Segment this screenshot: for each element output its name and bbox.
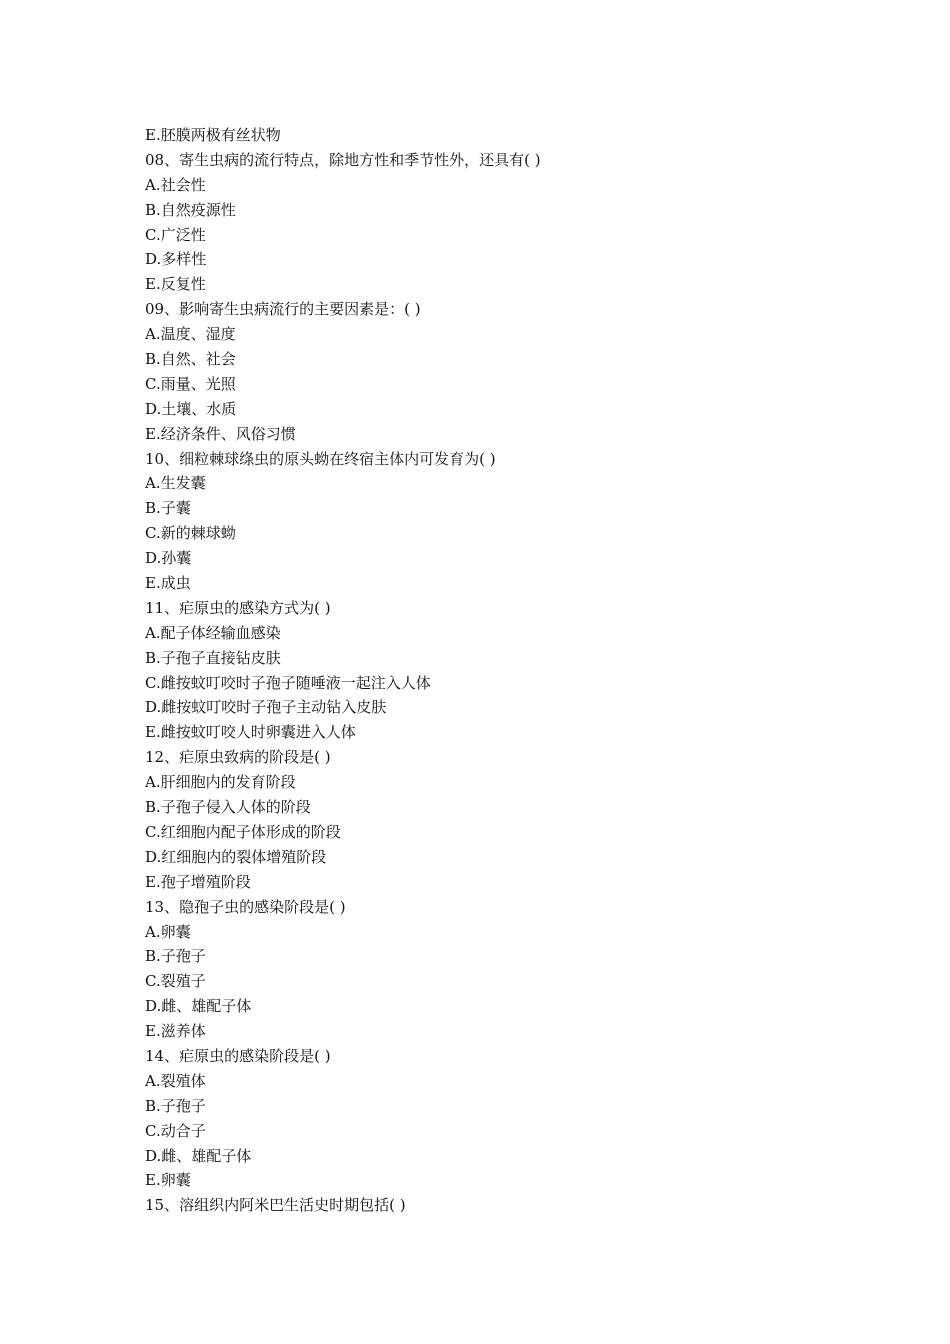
option-text: B.子孢子: [145, 947, 206, 966]
option-text: C.广泛性: [145, 225, 206, 244]
question-text: 13、隐孢子虫的感染阶段是( ): [145, 897, 346, 916]
question-text: 12、疟原虫致病的阶段是( ): [145, 748, 331, 767]
option-text: D.土壤、水质: [145, 399, 237, 418]
option-text: D.雌、雄配子体: [145, 997, 252, 1016]
option-text: B.自然疫源性: [145, 200, 236, 219]
option-text: B.子孢子直接钻皮肤: [145, 648, 281, 667]
option-text: A.裂殖体: [145, 1071, 206, 1090]
question-text: 15、溶组织内阿米巴生活史时期包括( ): [145, 1196, 406, 1215]
option-text: A.配子体经输血感染: [145, 623, 281, 642]
option-text: A.肝细胞内的发育阶段: [145, 773, 296, 792]
question-text: 14、疟原虫的感染阶段是( ): [145, 1046, 331, 1065]
option-text: D.红细胞内的裂体增殖阶段: [145, 847, 327, 866]
option-text: E.滋养体: [145, 1022, 206, 1041]
question-text: 10、细粒棘球绦虫的原头蚴在终宿主体内可发育为( ): [145, 449, 496, 468]
option-text: E.成虫: [145, 574, 191, 593]
option-text: D.雌、雄配子体: [145, 1146, 252, 1165]
option-text: A.温度、湿度: [145, 325, 236, 344]
option-text: C.雌按蚊叮咬时子孢子随唾液一起注入人体: [145, 673, 431, 692]
option-text: E.经济条件、风俗习惯: [145, 424, 296, 443]
option-text: C.新的棘球蚴: [145, 524, 236, 543]
option-text: E.卵囊: [145, 1171, 191, 1190]
option-text: B.自然、社会: [145, 350, 236, 369]
question-text: 09、影响寄生虫病流行的主要因素是：( ): [145, 300, 421, 319]
option-text: C.红细胞内配子体形成的阶段: [145, 822, 341, 841]
option-text: E.孢子增殖阶段: [145, 872, 251, 891]
option-text: D.孙囊: [145, 549, 192, 568]
option-text: A.生发囊: [145, 474, 206, 493]
option-text: B.子囊: [145, 499, 191, 518]
option-text: B.子孢子: [145, 1096, 206, 1115]
option-text: C.裂殖子: [145, 972, 206, 991]
option-text: E.胚膜两极有丝状物: [145, 126, 281, 144]
option-text: A.社会性: [145, 175, 206, 194]
option-text: E.反复性: [145, 275, 206, 294]
option-text: E.雌按蚊叮咬人时卵囊进入人体: [145, 723, 356, 742]
option-text: D.多样性: [145, 250, 207, 269]
document-body: [145, 123, 865, 1218]
option-text: A.卵囊: [145, 922, 191, 941]
option-text: C.雨量、光照: [145, 374, 236, 393]
option-text: C.动合子: [145, 1121, 206, 1140]
question-text: 08、寄生虫病的流行特点，除地方性和季节性外，还具有( ): [145, 150, 541, 169]
option-text: B.子孢子侵入人体的阶段: [145, 798, 311, 817]
option-text: D.雌按蚊叮咬时子孢子主动钻入皮肤: [145, 698, 387, 717]
question-text: 11、疟原虫的感染方式为( ): [145, 598, 331, 617]
